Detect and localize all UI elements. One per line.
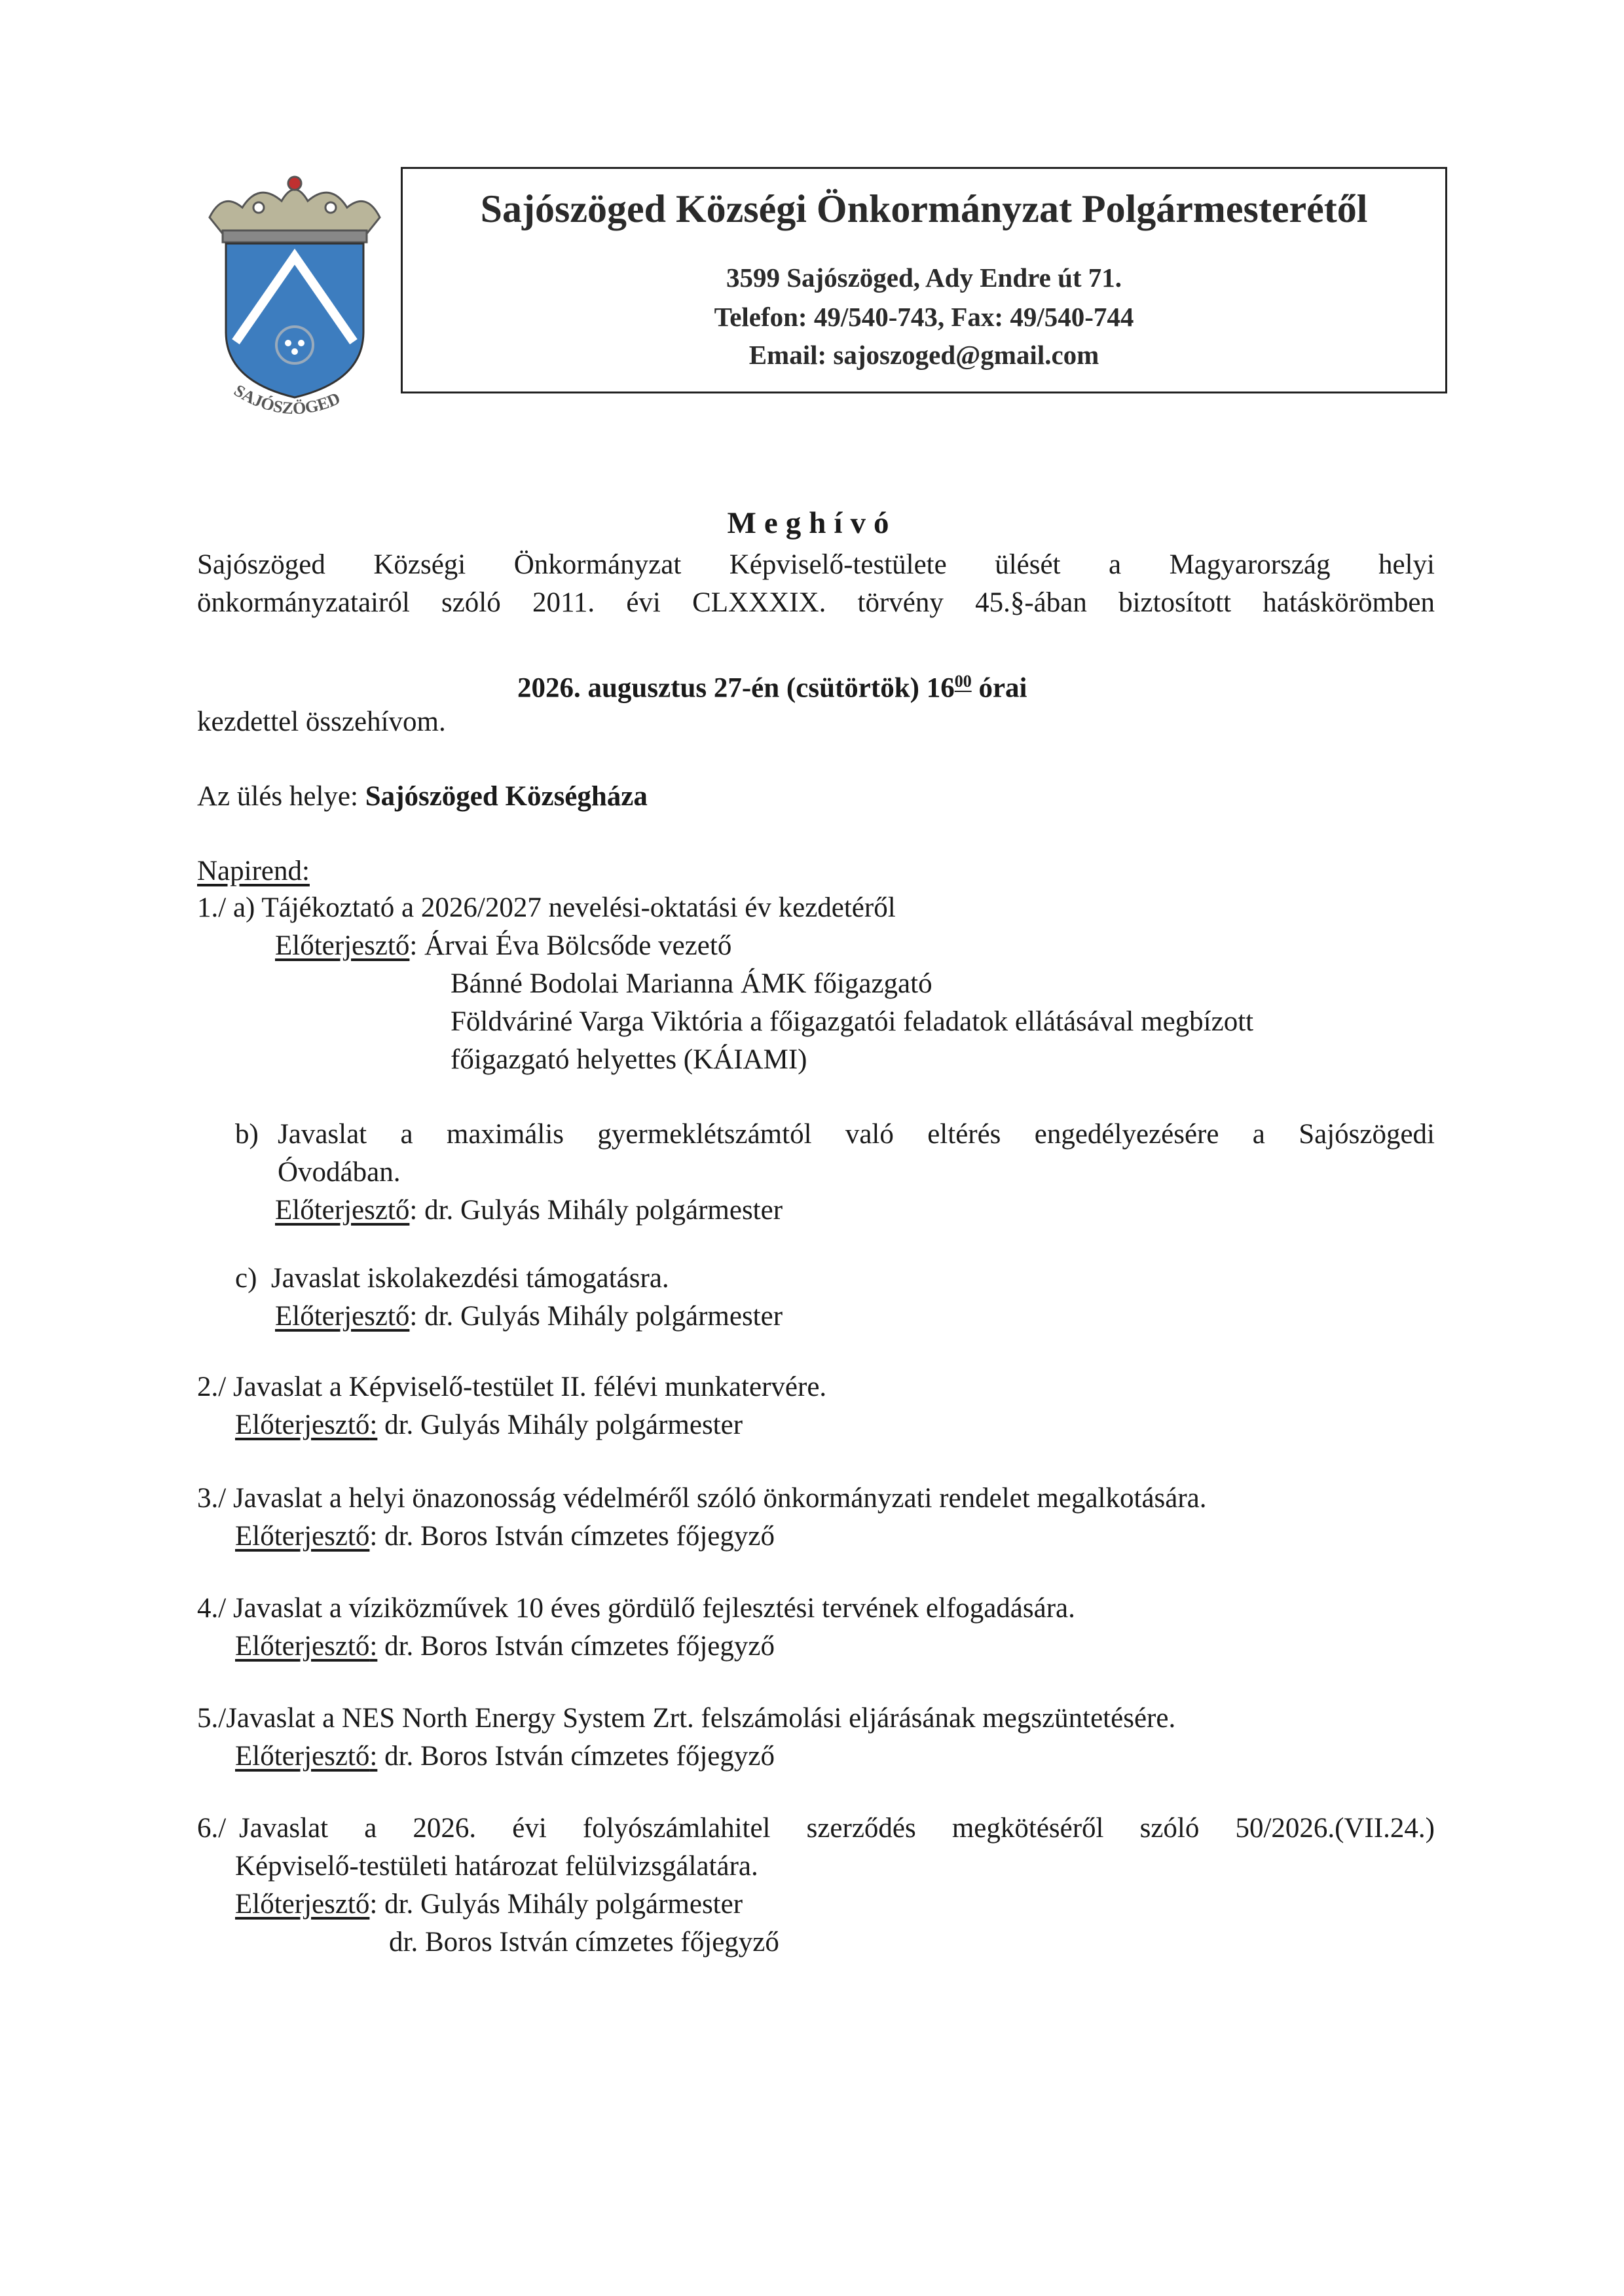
presenter-line: Előterjesztő: dr. Gulyás Mihály polgármester [235,1889,743,1920]
presenter-line: Előterjesztő: dr. Boros István címzetes főjegyző [235,1631,775,1662]
presenter-line: Előterjesztő: Árvai Éva Bölcsőde vezető [275,930,732,961]
presenter-name: főigazgató helyettes (KÁIAMI) [451,1044,807,1075]
crest-label: SAJÓSZÖGED [231,380,343,418]
intro-line-1: Sajószöged Községi Önkormányzat Képviselő-testülete ülését a Magyarország helyi [197,549,1435,580]
presenter-name: dr. Boros István címzetes főjegyző [389,1927,779,1958]
agenda-item-2: 2./ Javaslat a Képviselő-testület II. félévi munkatervére. [197,1372,827,1402]
agenda-item-6-number: 6./ [197,1813,227,1844]
agenda-item-1a: 1./ a) Tájékoztató a 2026/2027 nevelési-oktatási év kezdetéről [197,892,896,923]
presenter-line: Előterjesztő: dr. Gulyás Mihály polgármester [235,1410,743,1440]
header-address: 3599 Sajószöged, Ady Endre út 71. [726,263,1122,293]
venue: Sajószöged Községháza [365,781,648,812]
header-title: Sajószöged Községi Önkormányzat Polgármesterétől [480,187,1368,230]
intro-line-2: önkormányzatairól szóló 2011. évi CLXXXIX. törvény 45.§-ában biztosított hatáskörömben [197,587,1435,618]
agenda-item-1c: c) Javaslat iskolakezdési támogatásra. [235,1263,669,1294]
agenda-item-5: 5./Javaslat a NES North Energy System Zrt. felszámolási eljárásának megszüntetésére. [197,1703,1176,1734]
presenter-line: Előterjesztő: dr. Gulyás Mihály polgármester [275,1195,783,1226]
agenda-item-6-line2: Képviselő-testületi határozat felülvizsgálatára. [235,1851,758,1882]
presenter-line: Előterjesztő: dr. Gulyás Mihály polgármester [275,1301,783,1332]
agenda-heading: Napirend: [197,856,310,886]
agenda-item-3: 3./ Javaslat a helyi önazonosság védelméről szóló önkormányzati rendelet megalkotására. [197,1483,1207,1514]
agenda-item-1b-line2: Óvodában. [278,1157,401,1188]
agenda-item-4: 4./ Javaslat a víziközművek 10 éves gördülő fejlesztési tervének elfogadására. [197,1593,1075,1624]
presenter-name: Földváriné Varga Viktória a főigazgatói feladatok ellátásával megbízott [451,1006,1254,1037]
agenda-item-6-line1: Javaslat a 2026. évi folyószámlahitel szerződés megkötéséről szóló 50/2026.(VII.24.) [239,1813,1435,1844]
agenda-item-1b-number: b) [235,1119,259,1150]
presenter-line: Előterjesztő: dr. Boros István címzetes főjegyző [235,1741,775,1772]
agenda-item-1b-line1: Javaslat a maximális gyermeklétszámtól való eltérés engedélyezésére a Sajószögedi [278,1119,1435,1150]
venue-line: Az ülés helye: Sajószöged Községháza [197,781,648,812]
convene-text: kezdettel összehívom. [197,706,446,737]
header-phone: Telefon: 49/540-743, Fax: 49/540-744 [714,302,1134,332]
presenter-name: Bánné Bodolai Marianna ÁMK főigazgató [451,968,932,999]
municipal-crest-logo [196,172,393,420]
presenter-line: Előterjesztő: dr. Boros István címzetes főjegyző [235,1521,775,1552]
header-email: Email: sajoszoged@gmail.com [748,340,1099,370]
invitation-title: Meghívó [727,506,897,540]
meeting-datetime: 2026. augusztus 27-én (csütörtök) $16^{00}$ órai [517,672,1027,704]
